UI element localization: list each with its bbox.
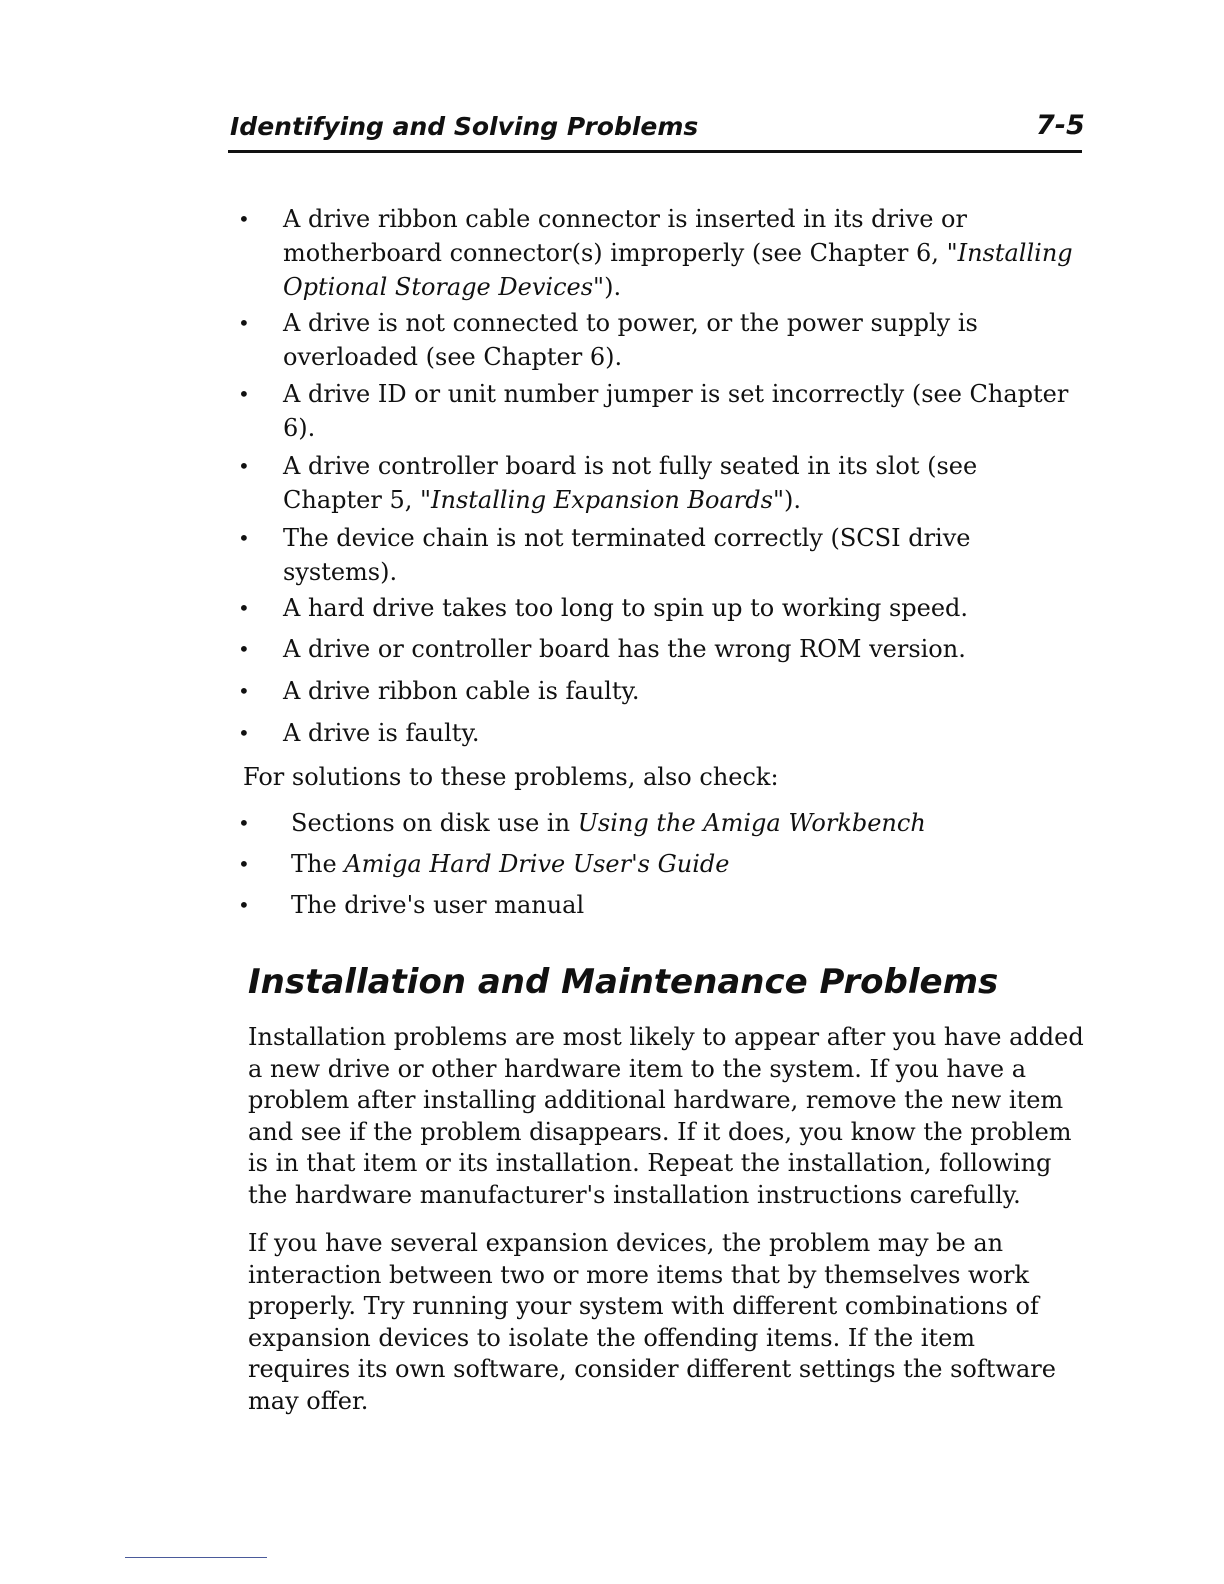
- bullet-icon: •: [238, 637, 250, 661]
- check-item: [240, 888, 584, 922]
- item-line: systems).: [283, 558, 398, 586]
- bullet-icon: •: [238, 526, 250, 550]
- item-line: Sections on disk use in Using the Amiga Workbench: [291, 809, 926, 837]
- list-item: [240, 449, 977, 517]
- check-item: [240, 806, 926, 840]
- running-header-title: Identifying and Solving Problems: [230, 112, 699, 141]
- item-line: A drive ID or unit number jumper is set incorrectly (see Chapter: [283, 380, 1069, 408]
- bullet-icon: •: [238, 893, 250, 917]
- bullet-icon: •: [238, 454, 250, 478]
- paragraph-1: Installation problems are most likely to appear after you have added a new drive or other hardware item to the system. If you have a problem after installing additional hardware, remove the new item and see if the problem disappears. If it does, you know the problem is in that item or its installation. Repeat the installation, following the hardware manufacturer's installation instructions carefully.: [248, 1023, 1084, 1209]
- item-line: overloaded (see Chapter 6).: [283, 343, 623, 371]
- item-line: A drive controller board is not fully seated in its slot (see: [283, 452, 978, 480]
- bullet-icon: •: [238, 852, 250, 876]
- footer-rule: [125, 1557, 267, 1558]
- item-line: 6).: [283, 414, 316, 442]
- item-line: Chapter 5, "Installing Expansion Boards").: [283, 486, 801, 514]
- header-rule: [228, 150, 1082, 153]
- list-item: [240, 716, 479, 750]
- item-line: Optional Storage Devices").: [283, 273, 622, 301]
- page-number: 7-5: [1036, 110, 1085, 141]
- paragraph-2: If you have several expansion devices, the problem may be an interaction between two or more items that by themselves work properly. Try running your system with different combinations of expansion devices to isolate the offending items. If the item requires its own software, consider different settings the software may offer.: [248, 1229, 1056, 1415]
- bullet-icon: •: [238, 311, 250, 335]
- item-line: A drive ribbon cable connector is inserted in its drive or: [283, 205, 967, 233]
- list-item: [240, 632, 966, 666]
- item-line: A hard drive takes too long to spin up to working speed.: [283, 594, 969, 622]
- item-line: The device chain is not terminated correctly (SCSI drive: [283, 524, 971, 552]
- check-intro: For solutions to these problems, also check:: [243, 763, 779, 791]
- item-line: The Amiga Hard Drive User's Guide: [291, 850, 730, 878]
- item-line: A drive is not connected to power, or the power supply is: [283, 309, 978, 337]
- list-item: [240, 306, 978, 374]
- bullet-icon: •: [238, 207, 250, 231]
- item-line: A drive ribbon cable is faulty.: [283, 677, 640, 705]
- bullet-icon: •: [238, 679, 250, 703]
- item-line: motherboard connector(s) improperly (see Chapter 6, "Installing: [283, 239, 1073, 267]
- item-line: A drive is faulty.: [283, 719, 480, 747]
- list-item: [240, 521, 970, 589]
- bullet-icon: •: [238, 811, 250, 835]
- item-line: The drive's user manual: [291, 891, 585, 919]
- list-item: [240, 591, 968, 625]
- bullet-icon: •: [238, 596, 250, 620]
- list-item: [240, 674, 639, 708]
- list-item: [240, 377, 1068, 445]
- list-item: [240, 202, 1073, 304]
- section-heading: Installation and Maintenance Problems: [248, 962, 999, 1002]
- item-line: A drive or controller board has the wrong ROM version.: [283, 635, 966, 663]
- check-item: [240, 847, 729, 881]
- bullet-icon: •: [238, 721, 250, 745]
- bullet-icon: •: [238, 382, 250, 406]
